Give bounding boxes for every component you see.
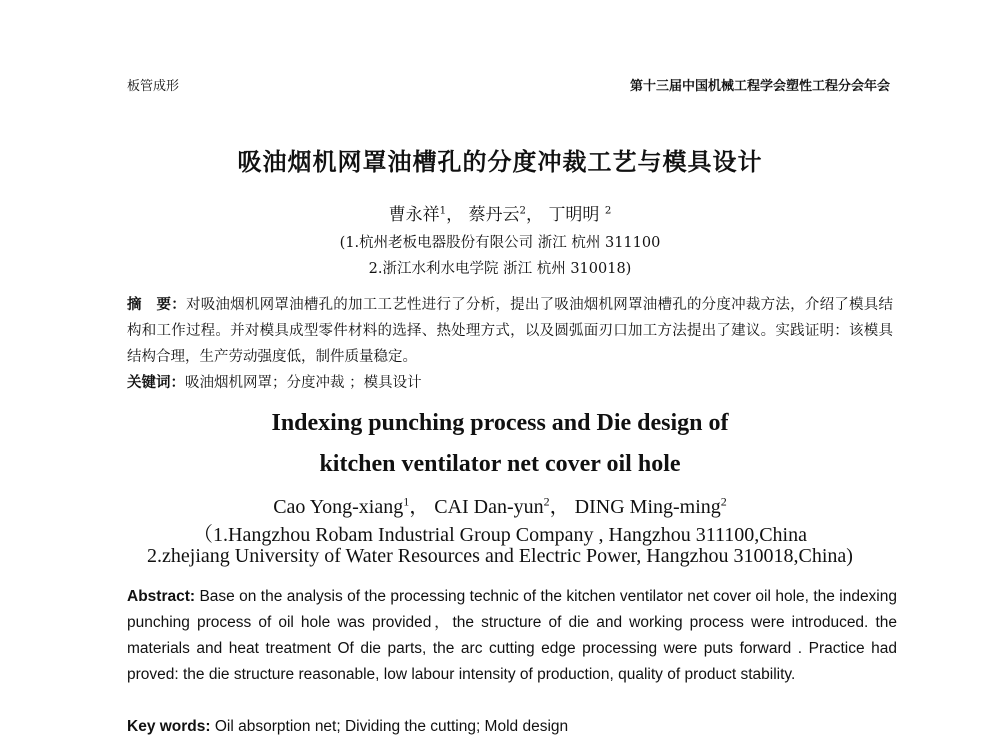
english-keywords bbox=[127, 714, 897, 740]
english-abstract-label: Abstract: bbox=[127, 588, 196, 605]
chinese-title: 吸油烟机网罩油槽孔的分度冲裁工艺与模具设计 bbox=[237, 148, 763, 176]
english-keywords-label: Key words: bbox=[127, 718, 211, 735]
author-name: 丁明明 bbox=[548, 205, 600, 225]
author-name: 曹永祥 bbox=[388, 205, 440, 225]
author-name: DING Ming-ming bbox=[574, 496, 721, 518]
author-separator: ， bbox=[526, 205, 544, 225]
english-title-line-1: Indexing punching process and Die design of bbox=[271, 410, 729, 436]
chinese-affiliation-1: (1.杭州老板电器股份有限公司 浙江 杭州 311100 bbox=[339, 235, 661, 251]
author-name: Cao Yong-xiang bbox=[273, 496, 404, 518]
chinese-affiliation-2: 2.浙江水利水电学院 浙江 杭州 310018) bbox=[368, 261, 632, 277]
author-separator: ， bbox=[446, 205, 464, 225]
english-affiliation-1: （1.Hangzhou Robam Industrial Group Company , Hangzhou 311100,China bbox=[193, 524, 807, 546]
english-title-line-2: kitchen ventilator net cover oil hole bbox=[319, 451, 681, 477]
english-authors bbox=[0, 490, 1000, 519]
chinese-keywords-label: 关键词： bbox=[127, 375, 185, 391]
chinese-keywords bbox=[127, 370, 893, 396]
english-abstract-text: Base on the analysis of the processing technic of the kitchen ventilator net cover oil hole, the indexing punching process of oil hole was provided，the structure of die and working process were introduced. the materials and heat treatment Of die parts, the arc cutting edge processing were puts forward . Practice had proved: the die structure reasonable, low labour intensity of production, quality of product stability. bbox=[127, 588, 897, 683]
chinese-authors bbox=[0, 200, 1000, 225]
running-header-conference: 第十三届中国机械工程学会塑性工程分会年会 bbox=[629, 79, 890, 94]
author-name: CAI Dan-yun bbox=[434, 496, 544, 518]
author-name: 蔡丹云 bbox=[468, 205, 520, 225]
english-affiliation-2: 2.zhejiang University of Water Resources and Electric Power, Hangzhou 310018,China) bbox=[147, 545, 853, 567]
english-abstract bbox=[127, 584, 897, 688]
author-affiliation-mark: 2 bbox=[604, 205, 612, 217]
chinese-abstract-text: 对吸油烟机网罩油槽孔的加工工艺性进行了分析，提出了吸油烟机网罩油槽孔的分度冲裁方法，介绍了模具结构和工作过程。并对模具成型零件材料的选择、热处理方式，以及圆弧面刃口加工方法提出了建议。实践证明：该模具结构合理，生产劳动强度低，制件质量稳定。 bbox=[127, 297, 894, 365]
running-header-section: 板管成形 bbox=[127, 79, 180, 94]
author-affiliation-mark: 1 bbox=[403, 494, 410, 509]
author-affiliation-mark: 2 bbox=[543, 494, 550, 509]
english-keywords-text: Oil absorption net; Dividing the cutting; Mold design bbox=[214, 718, 569, 735]
author-separator: ， bbox=[409, 496, 430, 518]
author-affiliation-mark: 1 bbox=[439, 205, 447, 217]
author-affiliation-mark: 2 bbox=[519, 205, 527, 217]
author-separator: ， bbox=[549, 496, 570, 518]
chinese-abstract bbox=[127, 292, 893, 370]
author-affiliation-mark: 2 bbox=[720, 494, 727, 509]
chinese-keywords-text: 吸油烟机网罩；分度冲裁 ；模具设计 bbox=[185, 375, 422, 391]
chinese-abstract-label: 摘 要： bbox=[127, 297, 186, 313]
